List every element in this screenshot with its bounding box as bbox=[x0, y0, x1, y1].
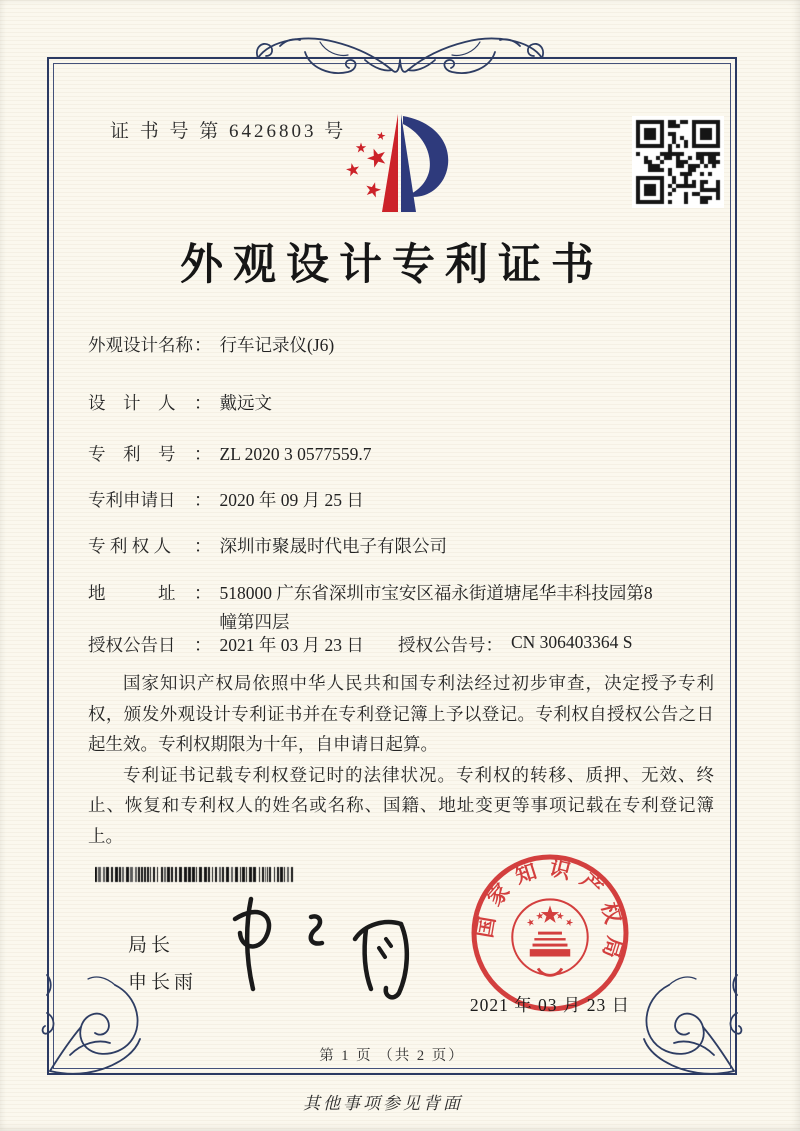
field-label: 外观设计名称 bbox=[88, 335, 193, 355]
field-value: 戴远文 bbox=[219, 393, 272, 413]
field-colon: ： bbox=[194, 583, 212, 603]
field-colon: ： bbox=[485, 635, 503, 655]
seal-date: 2021 年 03 月 23 日 bbox=[469, 995, 631, 1015]
field-colon: ： bbox=[194, 335, 212, 355]
field-value: 2020 年 09 月 25 日 bbox=[219, 490, 364, 510]
field-label: 授权公告号 bbox=[398, 635, 486, 655]
field-label: 专 利 权 人 bbox=[88, 536, 172, 556]
field-colon: ： bbox=[194, 444, 212, 464]
field-patentee bbox=[88, 532, 447, 561]
barcode bbox=[95, 866, 295, 884]
field-address bbox=[88, 579, 668, 637]
field-value: 深圳市聚晟时代电子有限公司 bbox=[219, 536, 447, 556]
field-label: 专利申请日 bbox=[88, 490, 176, 510]
field-value: 518000 广东省深圳市宝安区福永街道塘尾华丰科技园第8幢第四层 bbox=[219, 583, 653, 632]
field-label: 设 计 人 bbox=[88, 393, 176, 413]
field-label: 专 利 号 bbox=[88, 444, 176, 464]
director-signature bbox=[215, 893, 425, 1003]
body-text bbox=[88, 668, 714, 851]
field-colon: ： bbox=[194, 536, 212, 556]
field-designer bbox=[88, 389, 272, 418]
field-value: ZL 2020 3 0577559.7 bbox=[219, 444, 372, 464]
back-side-note: 其他事项参见背面 bbox=[303, 1094, 463, 1113]
field-colon: ： bbox=[194, 393, 212, 413]
field-design-name bbox=[88, 331, 334, 360]
seal-arc-text: 国家知识产权局 bbox=[472, 855, 628, 971]
field-grant-number bbox=[398, 632, 633, 657]
field-value: 2021 年 03 月 23 日 bbox=[219, 635, 364, 655]
field-colon: ： bbox=[194, 490, 212, 510]
page-number: 第 1 页 （共 2 页） bbox=[319, 1048, 465, 1064]
director-title: 局长 bbox=[128, 935, 175, 956]
certificate-number: 证 书 号 第 6426803 号 bbox=[110, 121, 347, 142]
field-grant-date bbox=[88, 632, 364, 657]
national-emblem-icon bbox=[512, 899, 587, 975]
field-patent-number bbox=[88, 440, 371, 469]
paragraph-register-statement: 专利证书记载专利权登记时的法律状况。专利权的转移、质押、无效、终止、恢复和专利权人的姓名或名称、国籍、地址变更等事项记载在专利登记簿上。 bbox=[88, 764, 714, 846]
field-label: 授权公告日 bbox=[88, 635, 176, 655]
field-label: 地 址 bbox=[88, 583, 176, 603]
director-block bbox=[128, 927, 197, 1001]
field-filing-date bbox=[88, 486, 364, 515]
field-colon: ： bbox=[194, 635, 212, 655]
field-value: 行车记录仪(J6) bbox=[219, 335, 335, 355]
director-name: 申长雨 bbox=[128, 972, 198, 993]
paragraph-grant-statement: 国家知识产权局依照中华人民共和国专利法经过初步审查，决定授予专利权，颁发外观设计专利证书并在专利登记簿上予以登记。专利权自授权公告之日起生效。专利权期限为十年，自申请日起算。 bbox=[88, 673, 714, 754]
top-border-flourish bbox=[250, 30, 550, 86]
cnipa-logo-icon bbox=[325, 108, 475, 223]
field-value: CN 306403364 S bbox=[511, 632, 633, 652]
document-title: 外观设计专利证书 bbox=[180, 242, 604, 289]
qr-code bbox=[632, 116, 724, 208]
